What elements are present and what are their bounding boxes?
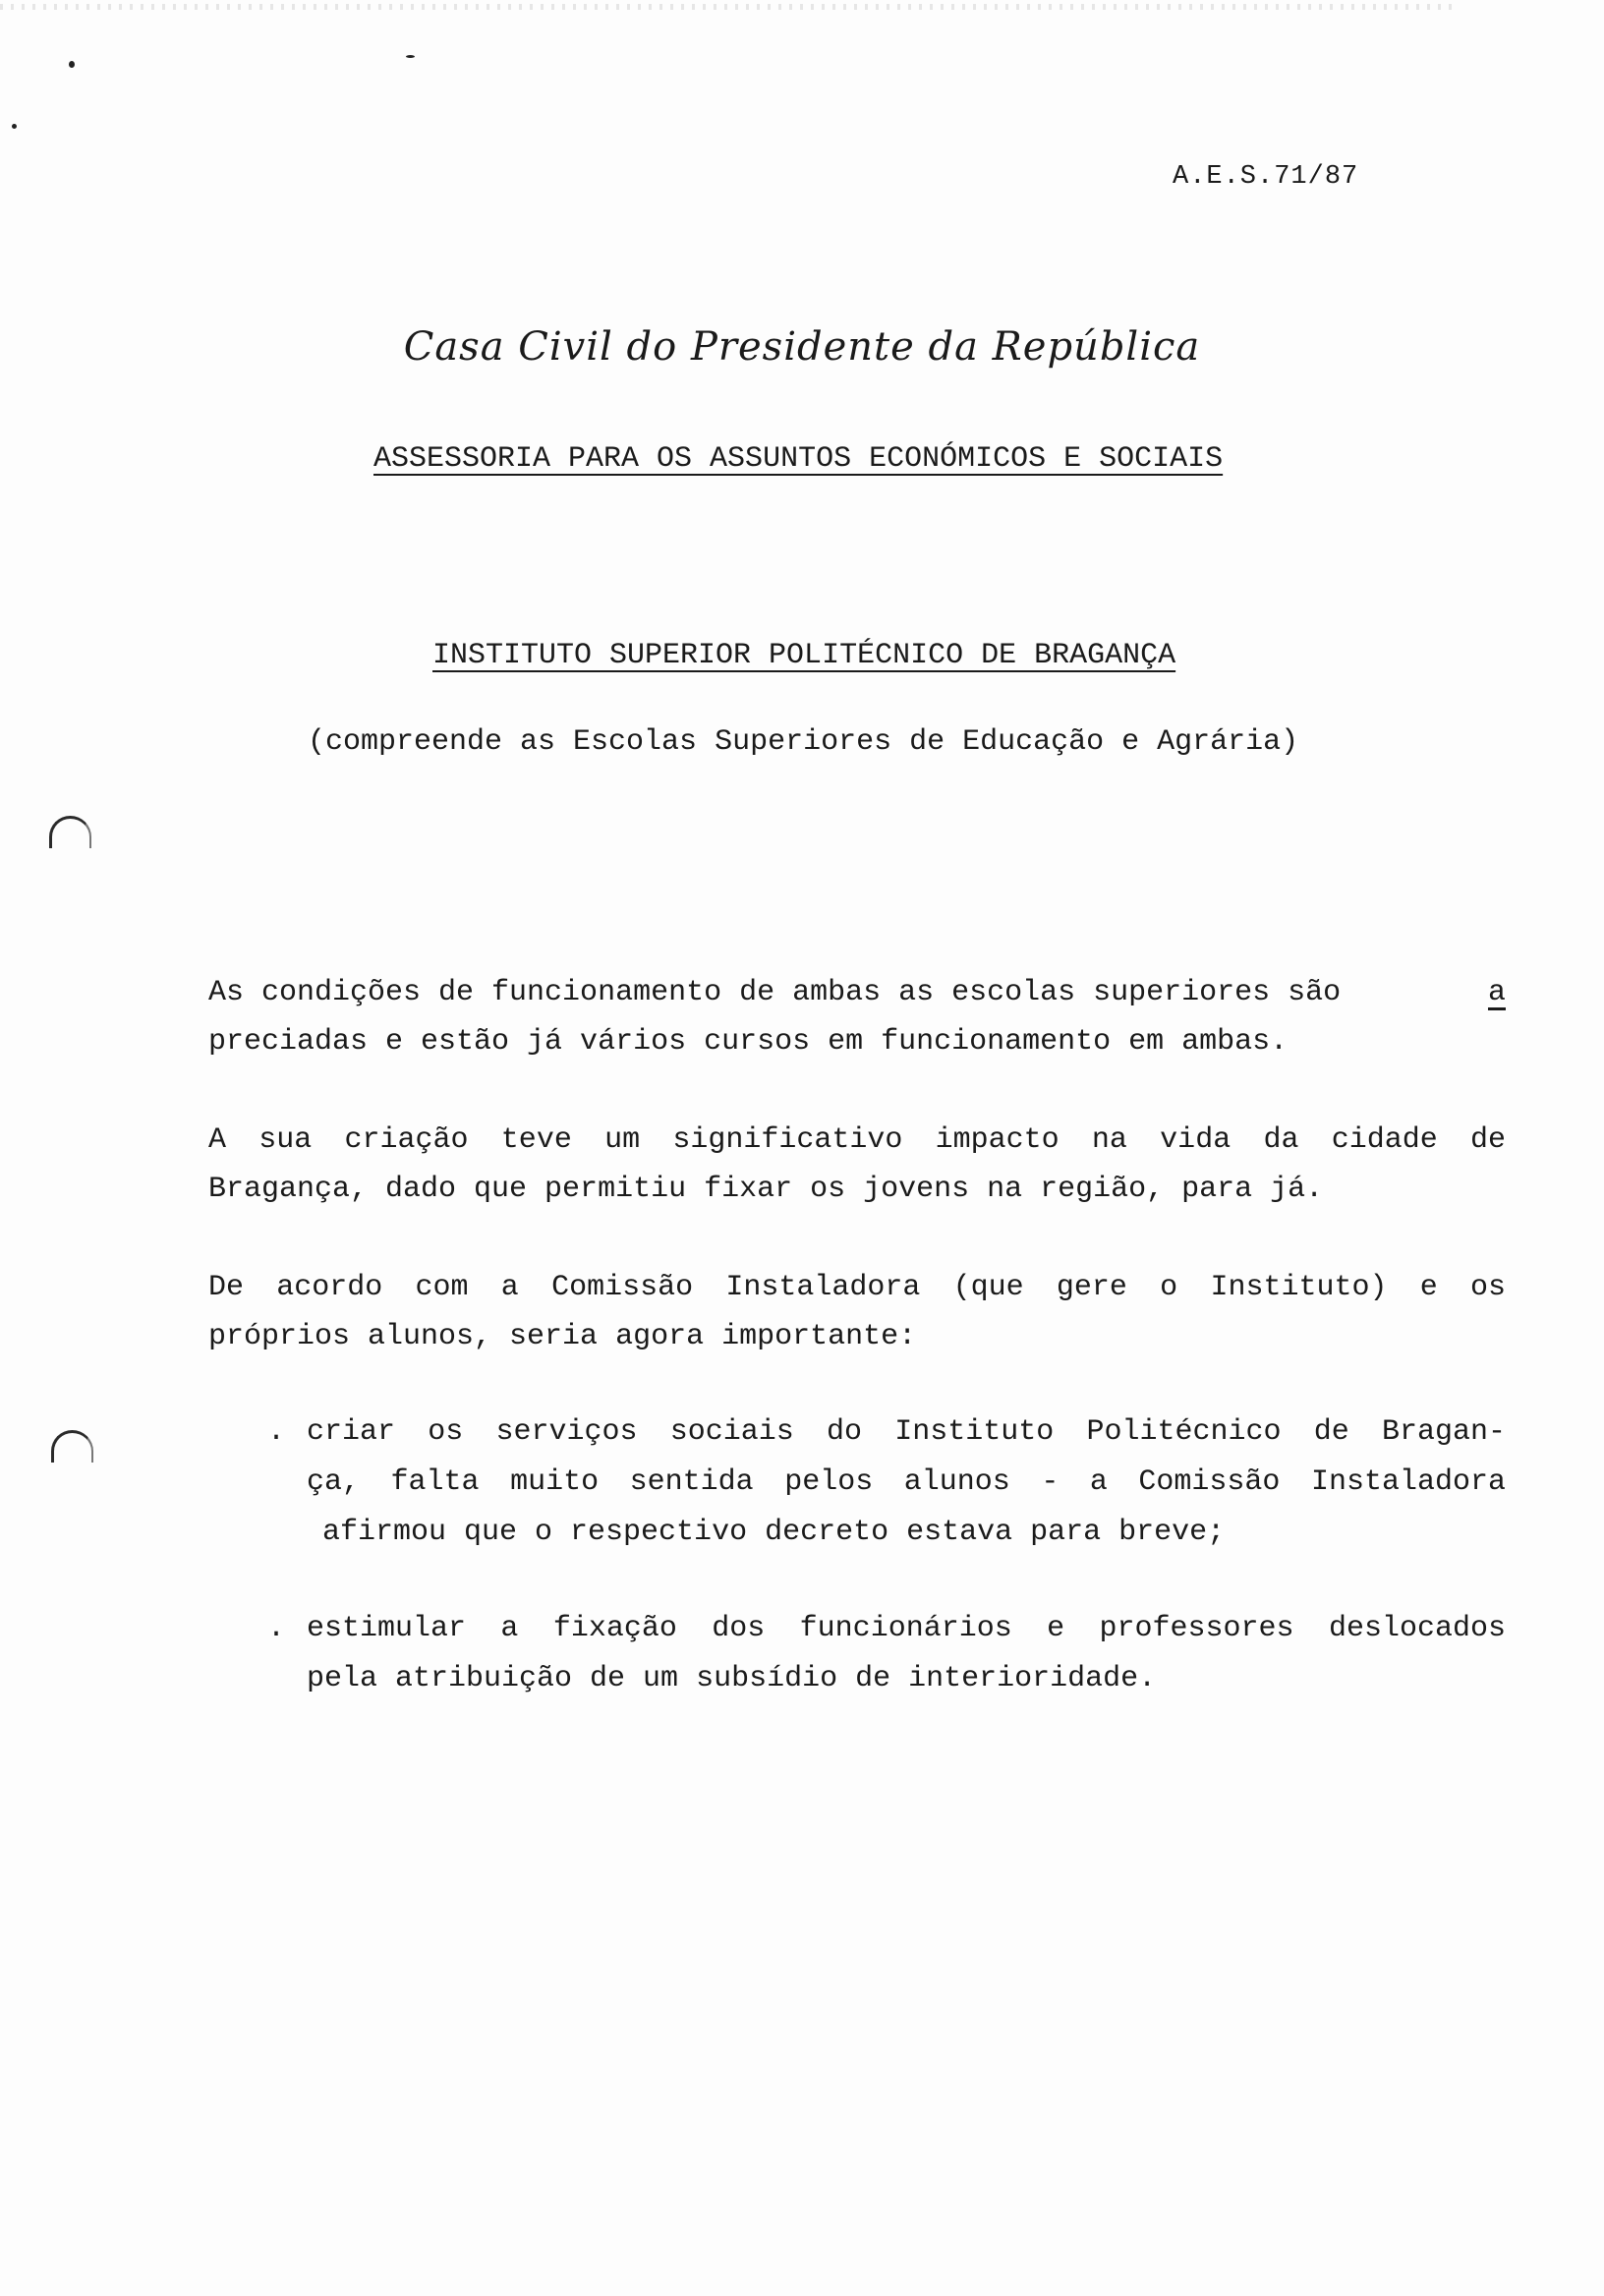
bullet-marker: . — [267, 1415, 286, 1449]
paragraph-conditions — [208, 968, 1506, 1066]
bullet-line: criar os serviços sociais do Instituto Politécnico de Bragan- — [307, 1415, 1506, 1449]
bullet-line: ça, falta muito sentida pelos alunos - a Comissão Instaladora — [307, 1465, 1506, 1499]
department-heading: ASSESSORIA PARA OS ASSUNTOS ECONÓMICOS E SOCIAIS — [373, 442, 1224, 476]
bullet-item — [267, 1604, 1506, 1712]
paragraph-line: A sua criação teve um significativo impacto na vida da cidade de — [208, 1123, 1506, 1157]
bullet-line: pela atribuição de um subsídio de interioridade. — [307, 1662, 1157, 1695]
punch-hole-mark — [49, 816, 91, 848]
paragraph-commission — [208, 1263, 1506, 1361]
bullet-line: afirmou que o respectivo decreto estava para breve; — [322, 1516, 1226, 1549]
paragraph-line: preciadas e estão já vários cursos em funcionamento em ambas. — [208, 1025, 1289, 1059]
paragraph-line — [208, 968, 1506, 1017]
institute-title: INSTITUTO SUPERIOR POLITÉCNICO DE BRAGANÇA — [432, 639, 1176, 672]
paragraph-line: De acordo com a Comissão Instaladora (que gere o Instituto) e os — [208, 1271, 1506, 1304]
bullet-item — [267, 1407, 1506, 1565]
letterhead: Casa Civil do Presidente da República — [403, 324, 1201, 370]
scan-speck — [69, 61, 75, 68]
punch-hole-mark — [51, 1430, 93, 1463]
scan-speck — [406, 55, 415, 58]
paragraph-line-text: As condições de funcionamento de ambas as escolas superiores são — [208, 976, 1342, 1009]
institute-subtitle: (compreende as Escolas Superiores de Educação e Agrária) — [308, 725, 1299, 759]
document-reference: A.E.S.71/87 — [1173, 162, 1359, 192]
bullet-marker: . — [267, 1612, 286, 1645]
bullet-line: estimular a fixação dos funcionários e professores deslocados — [307, 1612, 1506, 1645]
paragraph-impact — [208, 1116, 1506, 1214]
bullet-text — [307, 1407, 1506, 1558]
paragraph-line: Bragança, dado que permitiu fixar os jovens na região, para já. — [208, 1173, 1324, 1206]
paragraph-line: próprios alunos, seria agora importante: — [208, 1320, 917, 1353]
scan-speck — [12, 124, 17, 129]
paragraph-line-end: a — [1487, 976, 1506, 1009]
bullet-text — [307, 1604, 1506, 1704]
scan-artifact-top — [0, 4, 1455, 10]
